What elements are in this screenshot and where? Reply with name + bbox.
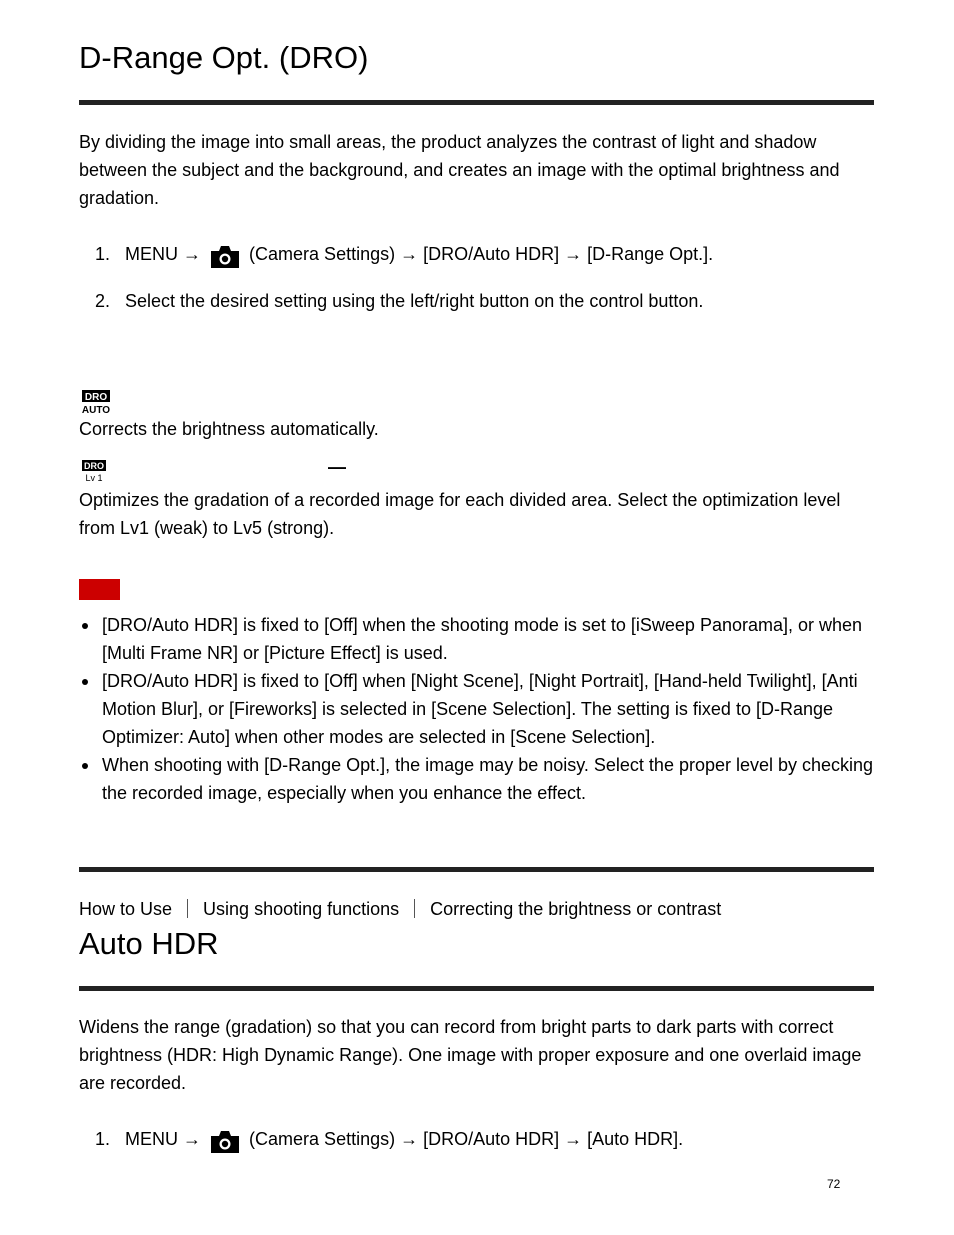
dro-auto-icon: [82, 390, 110, 415]
option-description-level: Optimizes the gradation of a recorded image for each divided area. Select the optimization level from Lv1 (weak) to Lv5 (strong).: [79, 490, 841, 538]
step-1: [95, 240, 713, 269]
dro-lv1-icon-top-text: DRO: [84, 461, 104, 471]
camera-icon: [210, 1130, 240, 1154]
list-item: [79, 667, 874, 751]
breadcrumb-separator: [414, 899, 415, 918]
page-number: 72: [827, 1177, 841, 1191]
note-text: When shooting with [D-Range Opt.], the image may be noisy. Select the proper level by checking the recorded image, especially when you enhance the effect.: [102, 755, 874, 803]
note-marker: [79, 579, 120, 600]
intro-paragraph: By dividing the image into small areas, the product analyzes the contrast of light and shadow between the subject and the background, and creates an image with the optimal brightness and gradation.: [79, 132, 840, 208]
step-number: 1.: [95, 244, 111, 264]
breadcrumb-separator: [187, 899, 188, 918]
breadcrumb: [79, 897, 721, 921]
section-divider: [79, 867, 874, 872]
step-number: 2.: [95, 291, 111, 311]
intro-paragraph: Widens the range (gradation) so that you can record from bright parts to dark parts with correct brightness (HDR: High Dynamic Range). One image with proper exposure and one overlaid image are recorded.: [79, 1017, 862, 1093]
bullet-dot: [82, 623, 88, 629]
title-divider: [79, 986, 874, 991]
step-menu-text: MENU →: [125, 244, 202, 264]
list-item: [79, 611, 874, 667]
bullet-dot: [82, 679, 88, 685]
option-dash: —: [328, 457, 346, 477]
breadcrumb-item-brightness-contrast[interactable]: Correcting the brightness or contrast: [430, 899, 722, 919]
option-description-auto: Corrects the brightness automatically.: [79, 419, 379, 439]
page-title: D-Range Opt. (DRO): [79, 40, 369, 75]
step-1: [95, 1125, 683, 1154]
camera-icon: [210, 245, 240, 269]
step-menu-path: (Camera Settings) → [DRO/Auto HDR] → [D-Range Opt.].: [249, 244, 714, 264]
list-item: [79, 751, 874, 807]
dro-lv1-icon: [82, 460, 108, 484]
bullet-dot: [82, 763, 88, 769]
title-divider: [79, 100, 874, 105]
note-text: [DRO/Auto HDR] is fixed to [Off] when the shooting mode is set to [iSweep Panorama], or when [Multi Frame NR] or [Picture Effect] is used.: [102, 615, 863, 663]
dro-auto-icon-bottom-text: AUTO: [82, 405, 110, 415]
section-title: Auto HDR: [79, 926, 219, 961]
step-text: Select the desired setting using the left/right button on the control button.: [125, 291, 704, 311]
step-menu-path: (Camera Settings) → [DRO/Auto HDR] → [Auto HDR].: [249, 1129, 684, 1149]
dro-auto-icon-top-text: DRO: [84, 392, 108, 403]
notes-list: [79, 611, 874, 807]
note-text: [DRO/Auto HDR] is fixed to [Off] when [Night Scene], [Night Portrait], [Hand-held Twilight], [Anti Motion Blur], or [Fireworks] is selected in [Scene Selection]. The setting is fixed to [D-Range Optimizer: Auto] when other modes are selected in [Scene Selection].: [102, 671, 858, 747]
step-menu-text: MENU →: [125, 1129, 202, 1149]
dro-lv1-icon-bottom-text: Lv 1: [85, 473, 103, 483]
breadcrumb-item-how-to-use[interactable]: How to Use: [79, 899, 173, 919]
breadcrumb-item-shooting-functions[interactable]: Using shooting functions: [203, 899, 400, 919]
step-number: 1.: [95, 1129, 111, 1149]
step-2: [95, 287, 703, 315]
